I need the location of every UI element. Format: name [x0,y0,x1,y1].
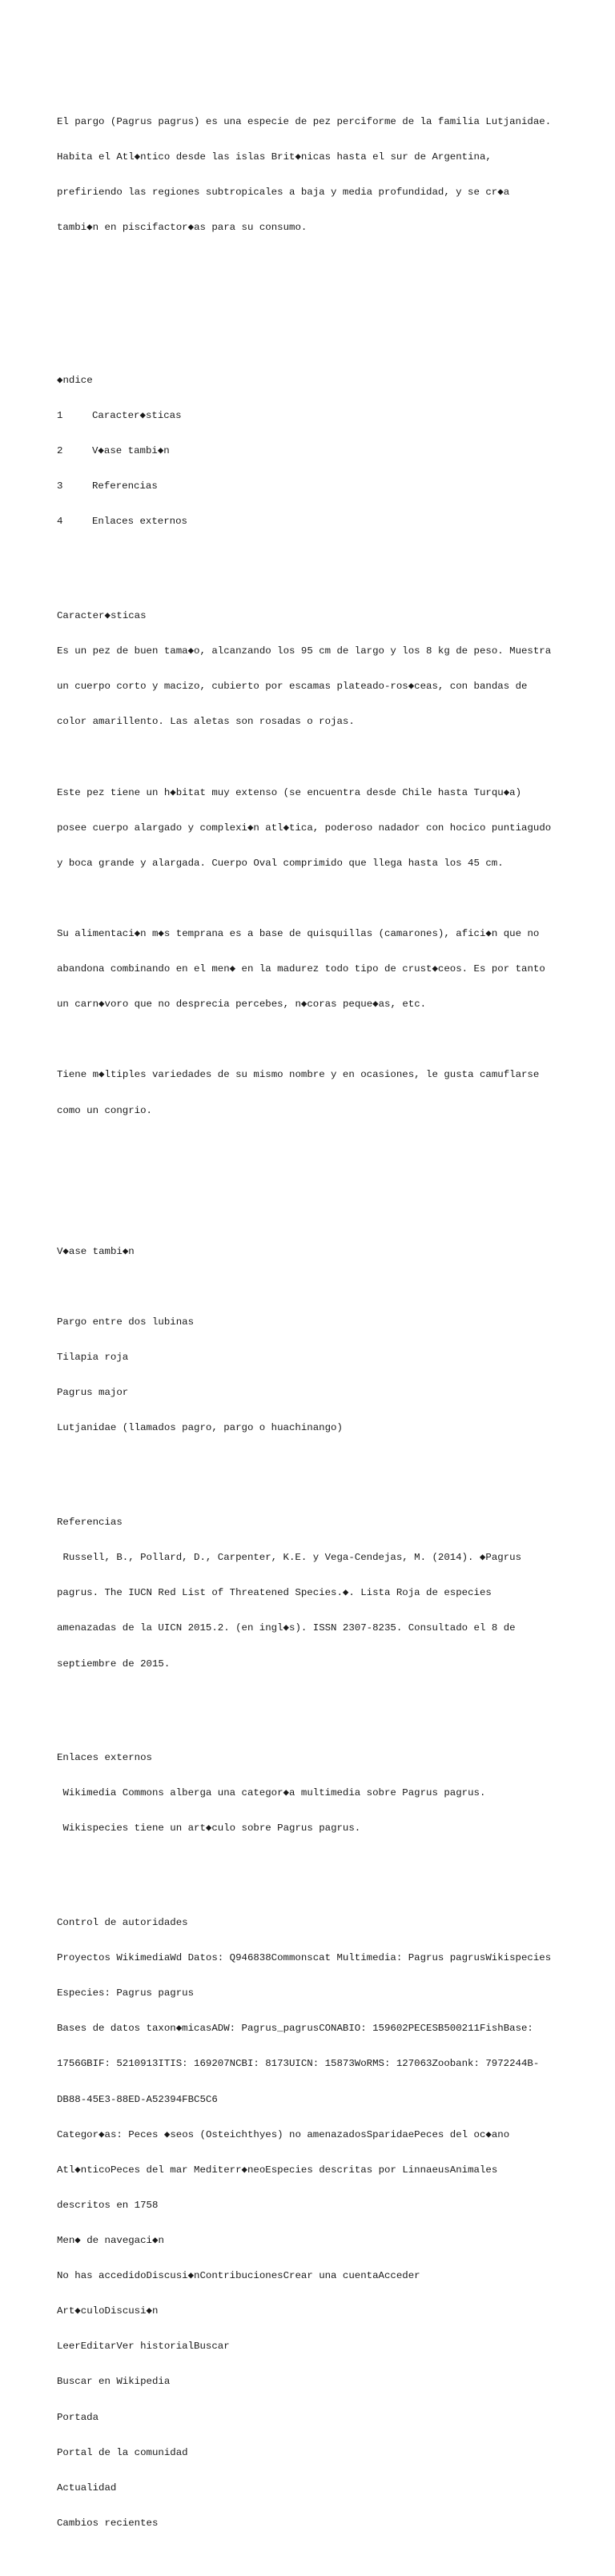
text-line: prefiriendo las regiones subtropicales a baja y media profundidad, y se cr◆a [57,186,510,198]
footer-line: Proyectos WikimediaWd Datos: Q946838Commonscat Multimedia: Pagrus pagrusWikispecies [57,1952,552,1964]
footer-line[interactable]: Buscar en Wikipedia [57,2376,171,2388]
footer-line[interactable]: LeerEditarVer historialBuscar [57,2341,230,2353]
footer-line[interactable]: Cambios recientes [57,2517,159,2529]
table-of-contents [57,352,569,552]
toc-label: V◆ase tambi◆n [92,445,170,457]
text-line: Su alimentaci◆n m◆s temprana es a base de quisquillas (camarones), afici◆n que no [57,927,540,939]
footer-line: Especies: Pagrus pagrus [57,1987,195,1999]
toc-label: Caracter◆sticas [92,410,182,422]
text-line: Este pez tiene un h◆bitat muy extenso (se encuentra desde Chile hasta Turqu◆a) [57,786,522,798]
text-line: un carn◆voro que no desprecia percebes, n◆coras peque◆as, etc. [57,999,427,1011]
footer-line[interactable]: No has accedidoDiscusi◆nContribucionesCrear una cuentaAcceder [57,2270,420,2282]
toc-title: ◆ndice [57,374,93,386]
footer-line: Control de autoridades [57,1917,188,1928]
toc-item[interactable] [57,516,569,528]
intro-paragraph [57,92,569,257]
section-heading: V◆ase tambi◆n [57,1245,135,1257]
link-item[interactable]: Tilapia roja [57,1352,129,1364]
spacer [57,751,569,763]
text-line: pagrus. The IUCN Red List of Threatened Species.◆. Lista Roja de especies [57,1587,492,1599]
spacer [57,1034,569,1046]
text-line: color amarillento. Las aletas son rosadas o rojas. [57,716,355,728]
section-heading: Enlaces externos [57,1752,152,1764]
text-line: Habita el Atl◆ntico desde las islas Brit◆nicas hasta el sur de Argentina, [57,151,492,163]
footer-line[interactable]: Actualidad [57,2482,117,2494]
footer-line: Men◆ de navegaci◆n [57,2234,164,2246]
toc-item[interactable] [57,410,569,422]
link-item[interactable]: Pagrus major [57,1387,129,1399]
text-line: Es un pez de buen tama◆o, alcanzando los 95 cm de largo y los 8 kg de peso. Muestra [57,645,552,657]
footer-line: Bases de datos taxon◆micasADW: Pagrus_pagrusCONABIO: 159602PECESB500211FishBase: [57,2023,533,2035]
spacer [57,292,569,315]
toc-item[interactable] [57,480,569,492]
link-item[interactable]: Wikimedia Commons alberga una categor◆a multimedia sobre Pagrus pagrus. [57,1787,486,1799]
link-item[interactable]: Wikispecies tiene un art◆culo sobre Pagrus pagrus. [57,1822,361,1835]
document-page [57,57,569,2576]
toc-number: 3 [57,480,63,492]
section-vease-tambien [57,1223,569,1458]
text-line: Russell, B., Pollard, D., Carpenter, K.E. y Vega-Cendejas, M. (2014). ◆Pagrus [57,1552,522,1564]
text-line: posee cuerpo alargado y complexi◆n atl◆tica, poderoso nadador con hocico puntiagudo [57,822,552,834]
footer-line[interactable]: Art◆culoDiscusi◆n [57,2305,159,2317]
section-heading: Referencias [57,1517,123,1529]
section-referencias [57,1493,569,1694]
text-line: septiembre de 2015. [57,1658,171,1670]
text-line: un cuerpo corto y macizo, cubierto por escamas plateado-ros◆ceas, con bandas de [57,681,528,693]
text-line: Tiene m◆ltiples variedades de su mismo nombre y en ocasiones, le gusta camuflarse [57,1069,540,1081]
text-line: y boca grande y alargada. Cuerpo Oval comprimido que llega hasta los 45 cm. [57,857,504,869]
footer-line[interactable]: Portal de la comunidad [57,2446,188,2458]
page-footer [57,1894,569,2553]
spacer [57,893,569,905]
toc-label: Enlaces externos [92,516,187,528]
toc-number: 1 [57,410,63,422]
text-line: tambi◆n en piscifactor◆as para su consumo. [57,221,308,233]
toc-number: 4 [57,516,63,528]
toc-number: 2 [57,445,63,457]
text-line: El pargo (Pagrus pagrus) es una especie de pez perciforme de la familia Lutjanidae. [57,115,552,127]
link-item[interactable]: Pargo entre dos lubinas [57,1316,195,1328]
footer-line: Atl◆nticoPeces del mar Mediterr◆neoEspecies descritas por LinnaeusAnimales [57,2164,498,2176]
spacer [57,1281,569,1293]
section-caracteristicas [57,587,569,1140]
toc-item[interactable] [57,445,569,457]
spacer [57,1175,569,1188]
footer-line: descritos en 1758 [57,2199,159,2211]
footer-line: DB88-45E3-88ED-A52394FBC5C6 [57,2093,218,2105]
text-line: amenazadas de la UICN 2015.2. (en ingl◆s). ISSN 2307-8235. Consultado el 8 de [57,1622,516,1634]
footer-line: 1756GBIF: 5210913ITIS: 169207NCBI: 8173UICN: 15873WoRMS: 127063Zoobank: 7972244B- [57,2058,540,2070]
text-line: abandona combinando en el men◆ en la madurez todo tipo de crust◆ceos. Es por tanto [57,963,545,975]
section-heading: Caracter◆sticas [57,610,147,622]
toc-label: Referencias [92,480,158,492]
footer-line: Categor◆as: Peces ◆seos (Osteichthyes) no amenazadosSparidaePeces del oc◆ano [57,2128,510,2140]
footer-line[interactable]: Portada [57,2411,99,2423]
section-enlaces-externos [57,1729,569,1859]
text-line: como un congrio. [57,1104,152,1116]
link-item[interactable]: Lutjanidae (llamados pagro, pargo o huachinango) [57,1422,343,1434]
